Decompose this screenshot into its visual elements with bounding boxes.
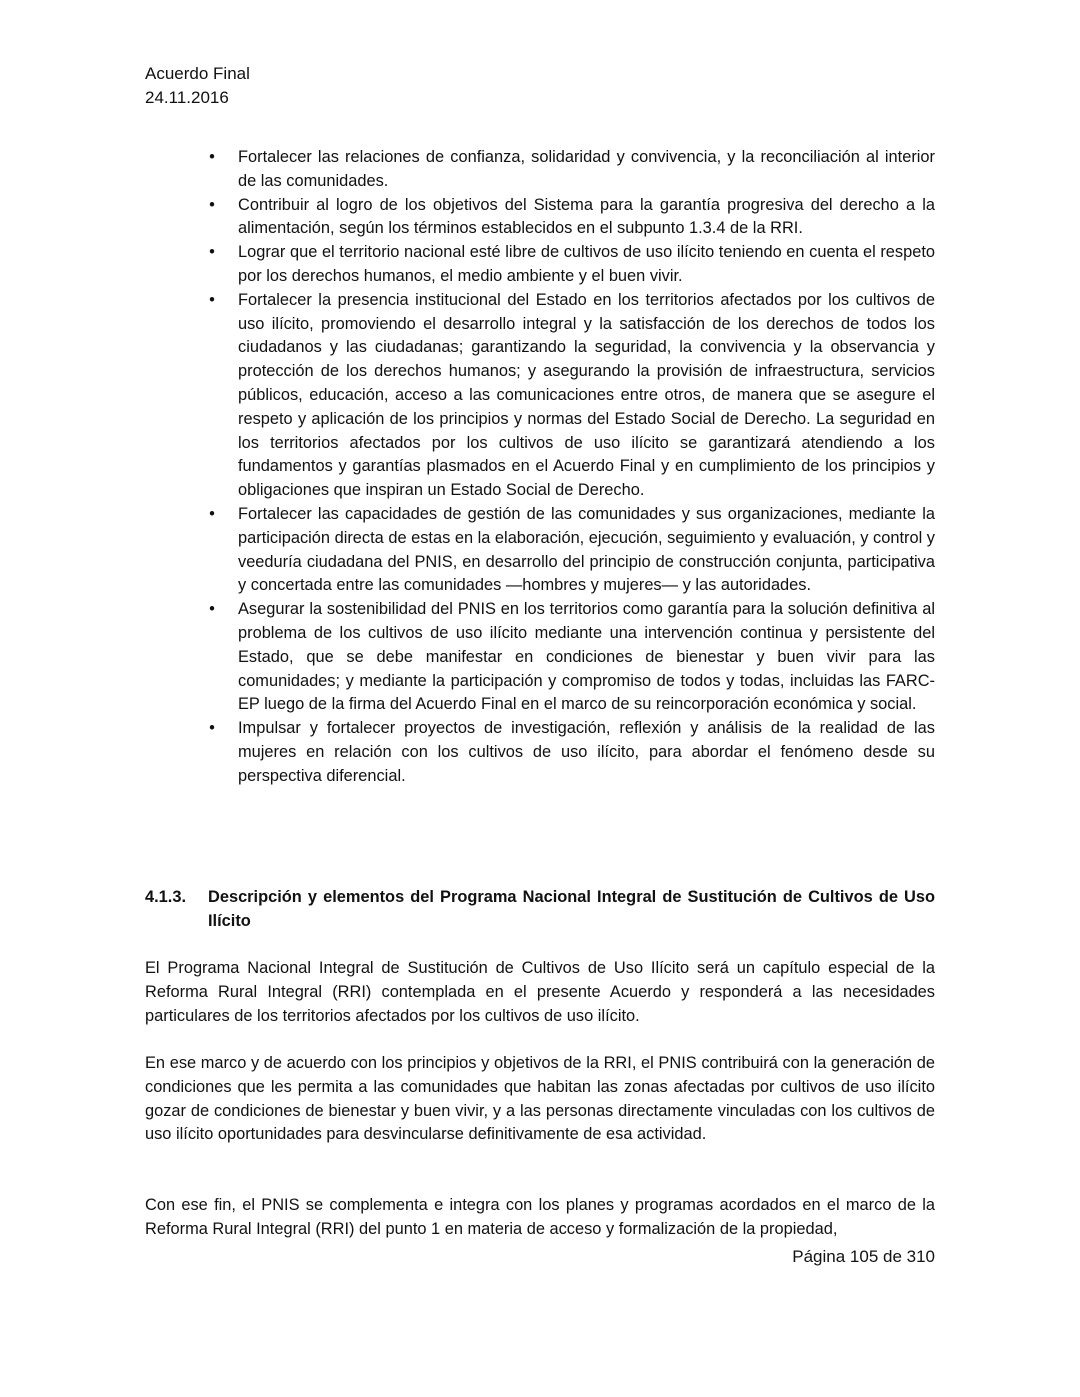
bullet-icon: •: [209, 243, 215, 262]
page-number: Página 105 de 310: [792, 1247, 935, 1266]
list-item-text: Contribuir al logro de los objetivos del Sistema para la garantía progresiva del derecho a la alimentación, según los términos establecidos en el subpunto 1.3.4 de la RRI.: [238, 195, 935, 238]
section-heading: [145, 886, 935, 934]
bullet-icon: •: [209, 504, 215, 523]
body-paragraph: En ese marco y de acuerdo con los principios y objetivos de la RRI, el PNIS contribuirá con la generación de condiciones que les permita a las comunidades que habitan las zonas afectadas por cultivos de uso ilícito gozar de condiciones de bienestar y buen vivir, y a las personas directamente vinculadas con los cultivos de uso ilícito oportunidades para desvincularse definitivamente de esa actividad.: [145, 1054, 935, 1144]
list-item: [209, 598, 935, 717]
header-title: Acuerdo Final: [145, 64, 250, 83]
body-paragraph: El Programa Nacional Integral de Sustitución de Cultivos de Uso Ilícito será un capítulo especial de la Reforma Rural Integral (RRI) contemplada en el presente Acuerdo y responderá a las necesidades particulares de los territorios afectados por los cultivos de uso ilícito.: [145, 959, 935, 1025]
list-item-text: Asegurar la sostenibilidad del PNIS en los territorios como garantía para la solución definitiva al problema de los cultivos de uso ilícito mediante una intervención continua y persistente del Estado, que se debe manifestar en condiciones de bienestar y buen vivir para las comunidades; y mediante la participación y compromiso de todos y todas, incluidas las FARC-EP luego de la firma del Acuerdo Final en el marco de su reincorporación económica y social.: [238, 600, 935, 714]
bullet-icon: •: [209, 719, 215, 738]
list-item: [209, 717, 935, 788]
list-item-text: Impulsar y fortalecer proyectos de investigación, reflexión y análisis de la realidad de las mujeres en relación con los cultivos de uso ilícito, para abordar el fenómeno desde su perspectiva diferencial.: [238, 719, 935, 785]
bullet-icon: •: [209, 195, 215, 214]
bullet-icon: •: [209, 148, 215, 166]
section-title: Descripción y elementos del Programa Nacional Integral de Sustitución de Cultivos de Uso Ilícito: [208, 888, 935, 930]
header-date: 24.11.2016: [145, 88, 229, 107]
objectives-bullet-list: [209, 146, 936, 789]
list-item-text: Lograr que el territorio nacional esté libre de cultivos de uso ilícito teniendo en cuenta el respeto por los derechos humanos, el medio ambiente y el buen vivir.: [238, 243, 935, 285]
list-item-text: Fortalecer la presencia institucional del Estado en los territorios afectados por los cultivos de uso ilícito, promoviendo el desarrollo integral y la satisfacción de los derechos de todos los ciudadanos y las ciudadanas; garantizando la seguridad, la convivencia y la observancia y protección de los derechos humanos; y asegurando la provisión de infraestructura, servicios públicos, educación, acceso a las comunicaciones entre otros, de manera que se asegure el respeto y aplicación de los principios y normas del Estado Social de Derecho. La seguridad en los territorios afectados por los cultivos de uso ilícito se garantizará atendiendo a los fundamentos y garantías plasmados en el Acuerdo Final y en cumplimiento de los principios y obligaciones que inspiran un Estado Social de Derecho.: [238, 290, 935, 500]
list-item-text: Fortalecer las capacidades de gestión de las comunidades y sus organizaciones, mediante la participación directa de estas en la elaboración, ejecución, seguimiento y evaluación, y control y veeduría ciudadana del PNIS, en desarrollo del principio de construcción conjunta, participativa y concertada entre las comunidades —hombres y mujeres— y las autoridades.: [238, 504, 936, 595]
body-paragraph: Con ese fin, el PNIS se complementa e integra con los planes y programas acordados en el marco de la Reforma Rural Integral (RRI) del punto 1 en materia de acceso y formalización de la propiedad,: [145, 1196, 935, 1238]
section-number: 4.1.3.: [145, 888, 187, 906]
list-item: [209, 194, 935, 242]
list-item: [209, 503, 936, 598]
list-item: [209, 289, 935, 503]
bullet-icon: •: [209, 600, 215, 619]
bullet-icon: •: [209, 290, 215, 309]
page-header: [145, 62, 250, 110]
list-item: [209, 146, 935, 194]
list-item-text: Fortalecer las relaciones de confianza, solidaridad y convivencia, y la reconciliación al interior de las comunidades.: [238, 148, 935, 190]
list-item: [209, 241, 935, 289]
